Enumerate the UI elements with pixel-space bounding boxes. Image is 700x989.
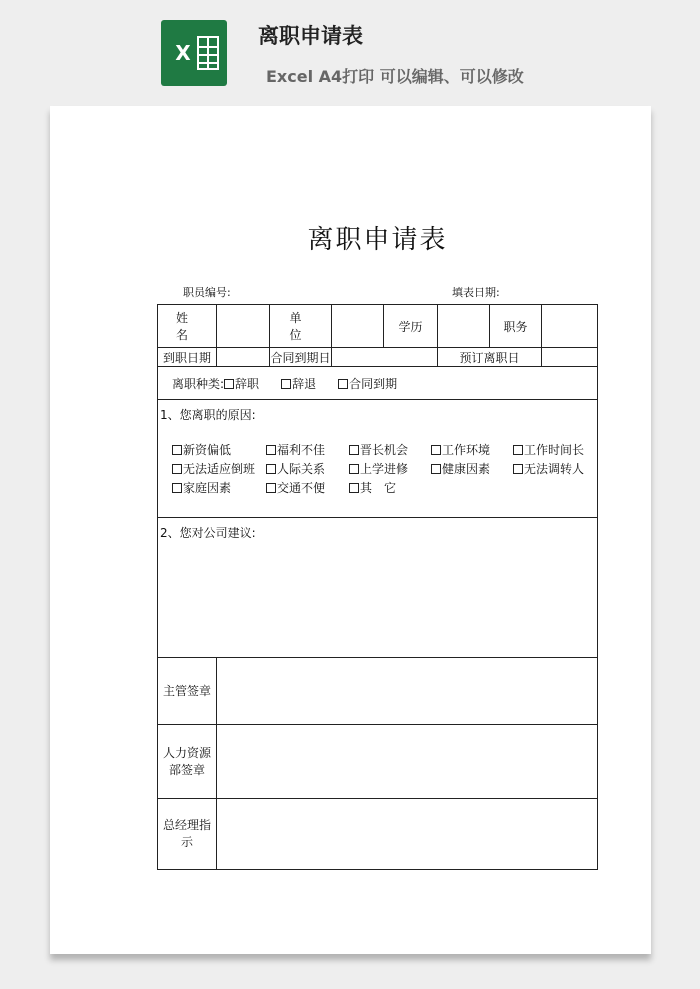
option-label: 人际关系 — [277, 462, 326, 476]
checkbox-icon — [172, 464, 182, 474]
name-cell[interactable] — [217, 305, 270, 348]
document-page — [50, 106, 651, 954]
reason-option[interactable] — [266, 460, 349, 477]
education-cell[interactable] — [438, 305, 490, 348]
option-label: 无法调转人 — [524, 462, 585, 476]
hr-label-line2: 部签章 — [168, 762, 205, 777]
option-label: 工作时间长 — [524, 443, 585, 457]
gm-label-line1: 总经理指 — [162, 818, 211, 832]
manager-signature-cell[interactable] — [217, 658, 598, 725]
reason-options — [160, 441, 595, 496]
hr-label-line1: 人力资源 — [162, 745, 211, 760]
form-row-dates — [158, 348, 598, 367]
hr-signature-label — [158, 725, 217, 799]
reason-option[interactable] — [172, 460, 266, 477]
gm-label-line2: 示 — [180, 835, 193, 849]
reason-option[interactable] — [349, 460, 431, 477]
option-label: 其 它 — [360, 481, 397, 495]
option-label: 交通不便 — [277, 481, 326, 495]
reasons-question: 1、您离职的原因: — [160, 408, 256, 422]
checkbox-icon — [349, 445, 359, 455]
checkbox-icon — [266, 483, 276, 493]
name-label: 姓 名 — [158, 305, 217, 348]
form-row-basic-info — [158, 305, 598, 348]
checkbox-icon — [338, 379, 348, 389]
reason-option[interactable] — [266, 479, 349, 496]
reason-option[interactable] — [172, 479, 266, 496]
checkbox-icon — [266, 445, 276, 455]
option-label: 工作环境 — [442, 443, 491, 457]
option-label: 晋长机会 — [360, 443, 409, 457]
reason-option[interactable] — [513, 441, 595, 458]
join-date-label: 到职日期 — [158, 348, 217, 367]
fill-date-label: 填表日期: — [452, 286, 500, 299]
gm-instruction-cell[interactable] — [217, 799, 598, 870]
option-label: 家庭因素 — [183, 481, 232, 495]
leave-type-cell — [158, 367, 598, 400]
option-label: 合同到期 — [349, 376, 398, 391]
excel-letter: X — [175, 41, 191, 65]
hr-signature-cell[interactable] — [217, 725, 598, 799]
leave-type-option-dismissed[interactable] — [281, 377, 316, 391]
manager-signature-label: 主管签章 — [158, 658, 217, 725]
reason-option[interactable] — [349, 479, 431, 496]
reason-option[interactable] — [349, 441, 431, 458]
leave-type-option-resign[interactable] — [224, 377, 259, 391]
reason-option[interactable] — [431, 441, 513, 458]
contract-end-cell[interactable] — [332, 348, 438, 367]
form-row-hr-signature — [158, 725, 598, 799]
planned-leave-cell[interactable] — [542, 348, 598, 367]
suggestion-question: 2、您对公司建议: — [160, 526, 256, 540]
join-date-cell[interactable] — [217, 348, 270, 367]
education-label: 学历 — [384, 305, 438, 348]
unit-cell[interactable] — [332, 305, 384, 348]
app-subtitle: Excel A4打印 可以编辑、可以修改 — [266, 67, 524, 86]
document-title: 离职申请表 — [307, 225, 448, 255]
form-row-suggestion — [158, 518, 598, 658]
form-row-leave-type — [158, 367, 598, 400]
option-label: 上学进修 — [360, 462, 409, 476]
position-cell[interactable] — [542, 305, 598, 348]
option-label: 辞职 — [235, 376, 260, 391]
form-row-manager-signature — [158, 658, 598, 725]
option-label: 无法适应倒班 — [183, 462, 256, 476]
employee-number-label: 职员编号: — [183, 286, 231, 299]
checkbox-icon — [349, 483, 359, 493]
form-row-gm-instruction — [158, 799, 598, 870]
spreadsheet-grid-icon — [197, 36, 219, 70]
app-title: 离职申请表 — [258, 24, 363, 48]
option-label: 福利不佳 — [277, 443, 326, 457]
option-label: 健康因素 — [442, 462, 491, 476]
option-label: 新资偏低 — [183, 443, 232, 457]
gm-instruction-label — [158, 799, 217, 870]
checkbox-icon — [266, 464, 276, 474]
reasons-cell — [158, 400, 598, 518]
checkbox-icon — [224, 379, 234, 389]
checkbox-icon — [172, 483, 182, 493]
excel-icon — [161, 20, 227, 86]
checkbox-icon — [513, 445, 523, 455]
suggestion-cell[interactable] — [158, 518, 598, 658]
checkbox-icon — [281, 379, 291, 389]
contract-end-label: 合同到期日 — [270, 348, 332, 367]
reason-option[interactable] — [172, 441, 266, 458]
position-label: 职务 — [490, 305, 542, 348]
checkbox-icon — [513, 464, 523, 474]
page-header — [0, 0, 700, 100]
reason-option[interactable] — [431, 460, 513, 477]
leave-type-option-contract-end[interactable] — [338, 377, 397, 391]
leave-type-label: 离职种类: — [172, 376, 225, 391]
checkbox-icon — [431, 464, 441, 474]
planned-leave-label: 预订离职日 — [438, 348, 542, 367]
checkbox-icon — [349, 464, 359, 474]
form-row-reasons — [158, 400, 598, 518]
checkbox-icon — [431, 445, 441, 455]
checkbox-icon — [172, 445, 182, 455]
reason-option[interactable] — [513, 460, 595, 477]
option-label: 辞退 — [292, 376, 317, 391]
reason-option[interactable] — [266, 441, 349, 458]
resignation-form-table — [157, 304, 598, 870]
unit-label: 单 位 — [270, 305, 332, 348]
